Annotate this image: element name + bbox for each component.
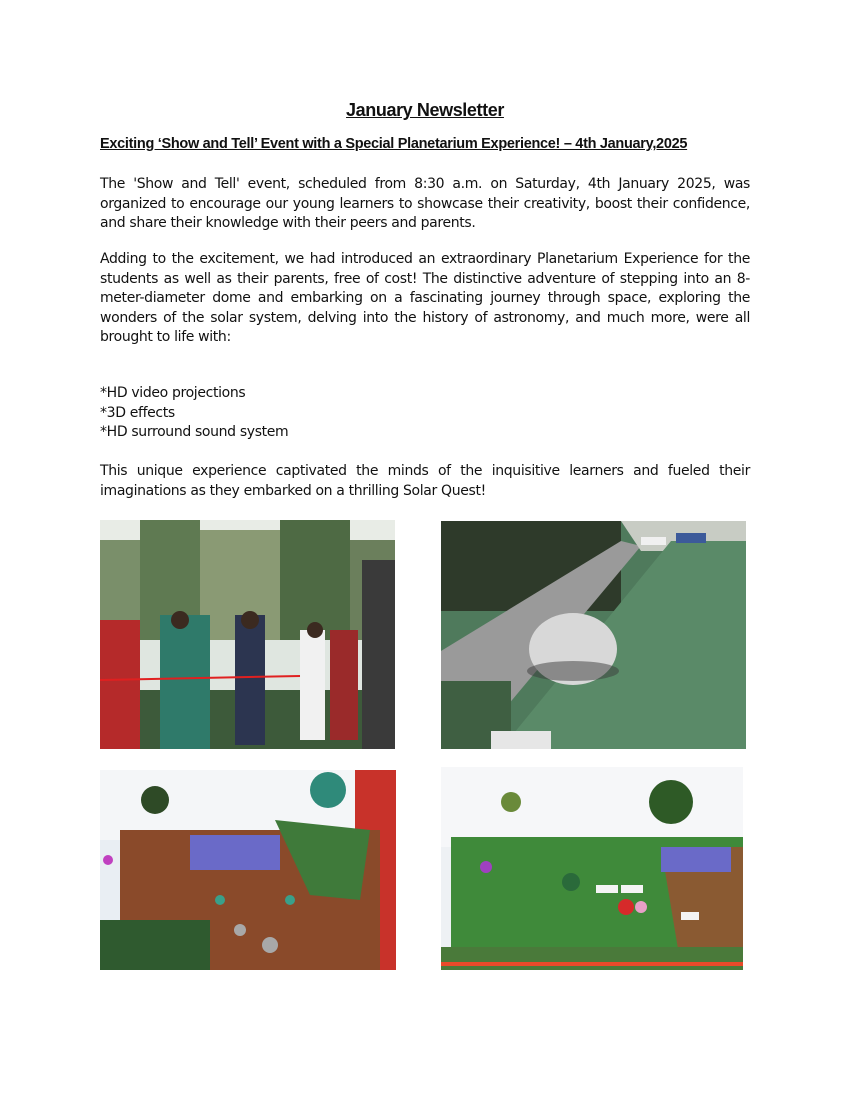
newsletter-title: January Newsletter <box>346 100 504 120</box>
ribbon-cutting-photo <box>100 520 395 749</box>
event-heading: Exciting ‘Show and Tell’ Event with a Special Planetarium Experience! – 4th January,2025 <box>100 136 688 152</box>
list-item: *HD surround sound system <box>100 424 289 440</box>
list-item: *3D effects <box>100 404 175 421</box>
list-item: *HD video projections <box>100 385 246 401</box>
feature-list <box>100 384 750 443</box>
closing-paragraph: This unique experience captivated the minds of the inquisitive learners and fueled their imaginations as they embarked on a thrilling Solar Quest! <box>100 463 750 499</box>
planetarium-dome-photo <box>441 521 746 749</box>
garden-model-photo <box>441 767 743 970</box>
intro-paragraph: The 'Show and Tell' event, scheduled from 8:30 a.m. on Saturday, 4th January 2025, was organized to encourage our young learners to showcase their creativity, boost their confidence, and share their knowledge with their peers and parents. <box>100 176 750 231</box>
solar-model-photo <box>100 770 396 970</box>
planetarium-paragraph: Adding to the excitement, we had introduced an extraordinary Planetarium Experience for the students as well as their parents, free of cost! The distinctive adventure of stepping into an 8-meter-diameter dome and embarking on a fascinating journey through space, exploring the wonders of the solar system, delving into the history of astronomy, and much more, were all brought to life with: <box>100 251 750 345</box>
